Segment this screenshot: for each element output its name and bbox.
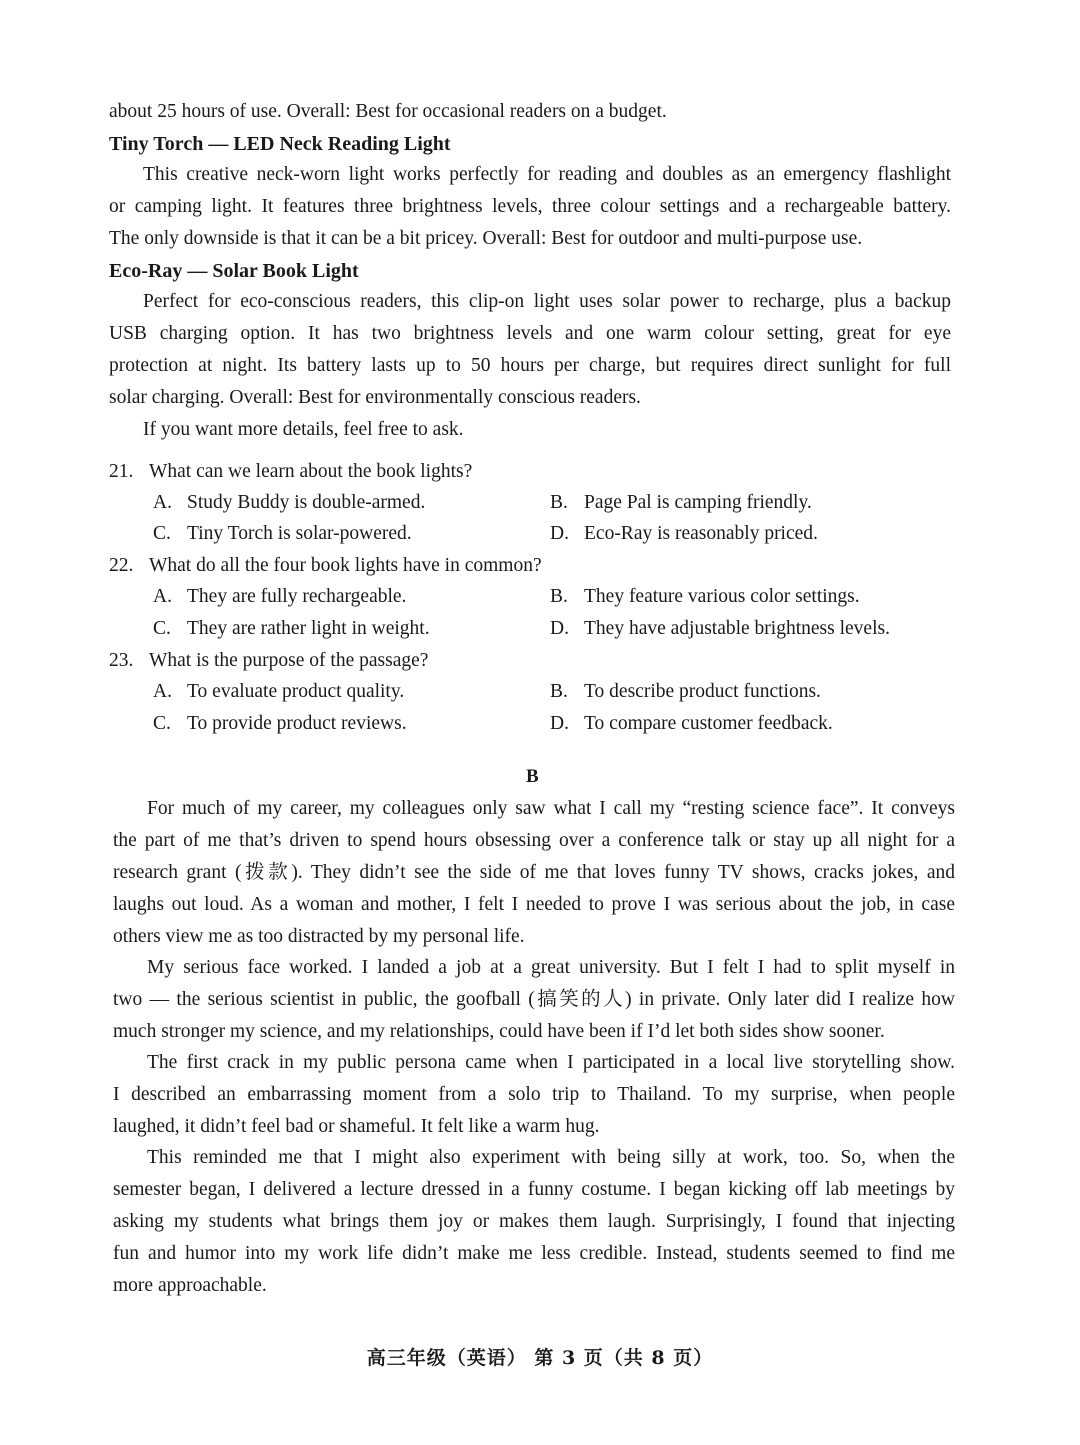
option-letter: B. (550, 492, 568, 513)
option-text: To describe product functions. (584, 681, 821, 702)
option-letter: D. (550, 713, 569, 734)
option-text: Study Buddy is double-armed. (187, 492, 426, 513)
option-letter: D. (550, 523, 569, 544)
eco-ray-heading: Eco-Ray — Solar Book Light (109, 260, 359, 282)
option-letter: B. (550, 681, 568, 702)
passage-line: The first crack in my public persona came when I participated in a local live storytelling show. (147, 1052, 955, 1073)
option-letter: C. (153, 713, 171, 734)
option-text: They are rather light in weight. (187, 618, 430, 639)
tiny-torch-line: or camping light. It features three brightness levels, three colour settings and a rechargeable battery. (109, 196, 951, 217)
closing-line: If you want more details, feel free to ask. (143, 419, 464, 440)
eco-ray-line: USB charging option. It has two brightness levels and one warm colour setting, great for eye (109, 323, 951, 344)
option-22-c[interactable] (153, 616, 430, 642)
option-23-d[interactable] (550, 711, 833, 737)
option-23-b[interactable] (550, 679, 821, 705)
option-text: To compare customer feedback. (584, 713, 833, 734)
option-text: They have adjustable brightness levels. (584, 618, 890, 639)
passage-line: the part of me that’s driven to spend hours obsessing over a conference talk or stay up all night for a (113, 830, 955, 851)
question-stem (109, 553, 542, 579)
eco-ray-line: solar charging. Overall: Best for environmentally conscious readers. (109, 387, 641, 408)
option-text: They feature various color settings. (584, 586, 860, 607)
eco-ray-line: Perfect for eco-conscious readers, this clip-on light uses solar power to recharge, plus a backup (143, 291, 951, 312)
passage-line: more approachable. (113, 1275, 267, 1296)
option-22-d[interactable] (550, 616, 890, 642)
option-21-a[interactable] (153, 490, 425, 516)
tiny-torch-line: This creative neck-worn light works perfectly for reading and doubles as an emergency flashlight (143, 164, 951, 185)
passage-line: semester began, I delivered a lecture dressed in a funny costume. I began kicking off lab meetings by (113, 1179, 955, 1200)
option-23-a[interactable] (153, 679, 404, 705)
option-text: Eco-Ray is reasonably priced. (584, 523, 818, 544)
question-text: What can we learn about the book lights? (149, 461, 473, 482)
intro-tail-line: about 25 hours of use. Overall: Best for occasional readers on a budget. (109, 101, 667, 122)
option-text: They are fully rechargeable. (187, 586, 407, 607)
option-letter: C. (153, 618, 171, 639)
passage-line: asking my students what brings them joy or makes them laugh. Surprisingly, I found that injecting (113, 1211, 955, 1232)
option-text: To evaluate product quality. (187, 681, 405, 702)
option-21-d[interactable] (550, 521, 818, 547)
option-text: Tiny Torch is solar-powered. (187, 523, 412, 544)
option-letter: C. (153, 523, 171, 544)
question-number: 21. (109, 461, 134, 482)
option-text: Page Pal is camping friendly. (584, 492, 812, 513)
question-stem (109, 648, 428, 674)
passage-line: This reminded me that I might also experiment with being silly at work, too. So, when the (147, 1147, 955, 1168)
passage-line: research grant (拨款). They didn’t see the side of me that loves funny TV shows, cracks jokes, and (113, 862, 955, 883)
option-21-c[interactable] (153, 521, 412, 547)
passage-line: For much of my career, my colleagues only saw what I call my “resting science face”. It conveys (147, 798, 955, 819)
option-letter: A. (153, 586, 172, 607)
passage-line: two — the serious scientist in public, the goofball (搞笑的人) in private. Only later did I realize how (113, 989, 955, 1010)
option-text: To provide product reviews. (187, 713, 407, 734)
passage-line: fun and humor into my work life didn’t make me less credible. Instead, students seemed to find me (113, 1243, 955, 1264)
question-stem (109, 459, 472, 485)
passage-line: My serious face worked. I landed a job at a great university. But I felt I had to split myself in (147, 957, 955, 978)
page-footer: 高三年级（英语） 第 3 页（共 8 页） (366, 1347, 714, 1369)
tiny-torch-line: The only downside is that it can be a bit pricey. Overall: Best for outdoor and multi-purpose use. (109, 228, 863, 249)
section-b-title: B (526, 766, 539, 787)
option-23-c[interactable] (153, 711, 407, 737)
passage-line: I described an embarrassing moment from a solo trip to Thailand. To my surprise, when people (113, 1084, 955, 1105)
option-letter: D. (550, 618, 569, 639)
question-text: What do all the four book lights have in common? (149, 555, 542, 576)
option-letter: A. (153, 492, 172, 513)
passage-line: others view me as too distracted by my personal life. (113, 926, 525, 947)
passage-line: much stronger my science, and my relationships, could have been if I’d let both sides show sooner. (113, 1021, 885, 1042)
question-text: What is the purpose of the passage? (149, 650, 429, 671)
option-22-a[interactable] (153, 584, 406, 610)
passage-line: laughs out loud. As a woman and mother, I felt I needed to prove I was serious about the job, in case (113, 894, 955, 915)
passage-line: laughed, it didn’t feel bad or shameful. It felt like a warm hug. (113, 1116, 600, 1137)
question-number: 22. (109, 555, 134, 576)
option-letter: A. (153, 681, 172, 702)
question-number: 23. (109, 650, 134, 671)
eco-ray-line: protection at night. Its battery lasts up to 50 hours per charge, but requires direct sunlight for full (109, 355, 951, 376)
option-22-b[interactable] (550, 584, 860, 610)
tiny-torch-heading: Tiny Torch — LED Neck Reading Light (109, 133, 451, 155)
option-21-b[interactable] (550, 490, 812, 516)
option-letter: B. (550, 586, 568, 607)
